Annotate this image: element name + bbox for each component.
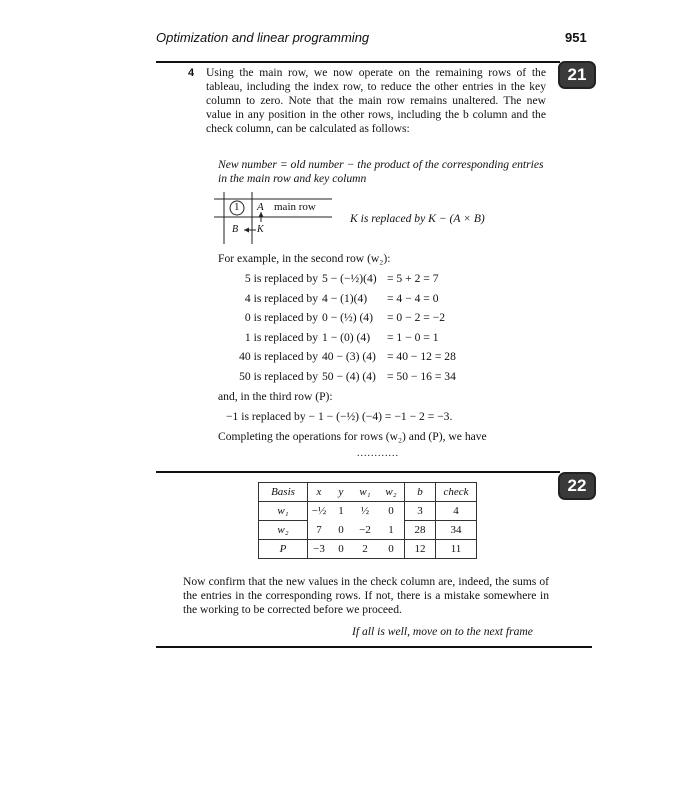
diagram-b: B: [232, 224, 239, 235]
frame-22-top-rule: [156, 471, 560, 473]
result: = 1 − 0 = 1: [387, 330, 439, 344]
table-row: [259, 540, 477, 559]
table-row: [259, 502, 477, 521]
cell: 0: [330, 540, 352, 559]
expression: 50 − (4) (4): [322, 369, 376, 383]
replacement-list: [218, 272, 558, 389]
replaced-by: is replaced by: [253, 272, 318, 285]
expression: 4 − (1)(4): [322, 291, 368, 305]
diagram-k: K: [257, 224, 264, 235]
tableau-table: [258, 482, 477, 559]
cell: −3: [308, 540, 331, 559]
pivot-diagram-lines: [214, 192, 334, 244]
replacement-row: [218, 292, 558, 312]
cell: 11: [436, 540, 477, 559]
header-y: y: [330, 483, 352, 502]
replacement-row: [218, 272, 558, 292]
replaced-by: is replaced by: [253, 350, 318, 363]
cell: −2: [359, 523, 371, 536]
completing-text: Completing the operations for rows (w₂) and (P), we have: [218, 430, 487, 443]
cell: ½: [352, 502, 378, 521]
continuation-dots: ............: [357, 448, 399, 459]
cell: 12: [405, 540, 436, 559]
page-number: 951: [565, 30, 587, 45]
old-value: 50: [239, 369, 251, 383]
frame-21-top-rule: [156, 61, 560, 63]
third-row-intro: and, in the third row (P):: [218, 390, 333, 403]
table-header-row: [259, 483, 477, 502]
pivot-value: 1: [234, 201, 240, 213]
result: = 0 − 2 = −2: [387, 311, 446, 324]
step-number: 4: [188, 67, 195, 79]
cell: 34: [436, 521, 477, 540]
closing-line: If all is well, move on to the next frame: [352, 625, 533, 638]
cell: 0: [378, 502, 405, 521]
basis-cell: P: [259, 540, 308, 559]
replaced-by: is replaced by: [253, 369, 318, 383]
old-value: 1: [244, 330, 251, 344]
replacement-row: [218, 350, 558, 370]
basis-cell: w₂: [259, 521, 308, 540]
expression: 1 − (0) (4): [322, 330, 371, 344]
cell: 0: [338, 523, 344, 536]
frame-22-paragraph: Now confirm that the new values in the check column are, indeed, the sums of the entries in the corresponding rows. If not, there is a mistake somewhere in the working to be corrected before we proceed.: [183, 575, 549, 616]
header-w1: w₁: [352, 483, 378, 502]
replacement-row: [218, 331, 558, 351]
old-value: 40: [239, 350, 251, 363]
diagram-main-row: main row: [274, 201, 316, 213]
diagram-caption: K is replaced by K − (A × B): [350, 212, 485, 225]
table-row: [259, 521, 477, 540]
frame-22-badge: 22: [558, 472, 596, 500]
cell: −½: [308, 502, 331, 521]
replacement-row: [218, 311, 558, 331]
header-check: check: [436, 483, 477, 502]
step-4-text: Using the main row, we now operate on the remaining rows of the tableau, including the index row, to reduce the other entries in the key column to zero. Note that the main row remains unaltered. The new value in any position in the other rows, including the b column and the check column, can be calculated as follows:: [206, 66, 546, 135]
result: = 50 − 16 = 34: [387, 369, 456, 383]
frame-22-bottom-rule: [156, 646, 592, 648]
third-row-line: −1 is replaced by − 1 − (−½) (−4) = −1 − 2 = −3.: [226, 410, 453, 423]
expression: 5 − (−½)(4): [322, 272, 377, 285]
header-w2: w₂: [378, 483, 405, 502]
cell: 4: [436, 502, 477, 521]
replaced-by: is replaced by: [253, 291, 318, 305]
pivot-diagram: [214, 192, 334, 244]
cell: 0: [378, 540, 405, 559]
old-value: 5: [244, 272, 251, 285]
frame-21-badge: 21: [558, 61, 596, 89]
replaced-by: is replaced by: [253, 330, 318, 344]
expression: 40 − (3) (4): [322, 350, 376, 363]
result: = 40 − 12 = 28: [387, 350, 456, 363]
rule-text: New number = old number − the product of the corresponding entries in the main row and key column: [218, 158, 544, 185]
replaced-by: is replaced by: [253, 311, 318, 324]
header-b: b: [405, 483, 436, 502]
step-4-paragraph: [188, 66, 546, 136]
header-x: x: [308, 483, 331, 502]
tableau: [258, 482, 477, 559]
cell: 1: [378, 521, 405, 540]
cell: 7: [316, 523, 322, 536]
result: = 4 − 4 = 0: [387, 291, 439, 305]
replacement-row: [218, 370, 558, 390]
expression: 0 − (½) (4): [322, 311, 373, 324]
cell: 28: [405, 521, 436, 540]
header-basis: Basis: [259, 483, 308, 502]
cell: 2: [352, 540, 378, 559]
old-value: 4: [244, 291, 251, 305]
basis-cell: w₁: [259, 502, 308, 521]
result: = 5 + 2 = 7: [387, 272, 439, 285]
cell: 3: [405, 502, 436, 521]
old-value: 0: [244, 311, 251, 324]
running-header-title: Optimization and linear programming: [156, 30, 370, 45]
cell: 1: [330, 502, 352, 521]
diagram-a: A: [257, 201, 264, 213]
example-intro: For example, in the second row (w₂):: [218, 252, 391, 265]
